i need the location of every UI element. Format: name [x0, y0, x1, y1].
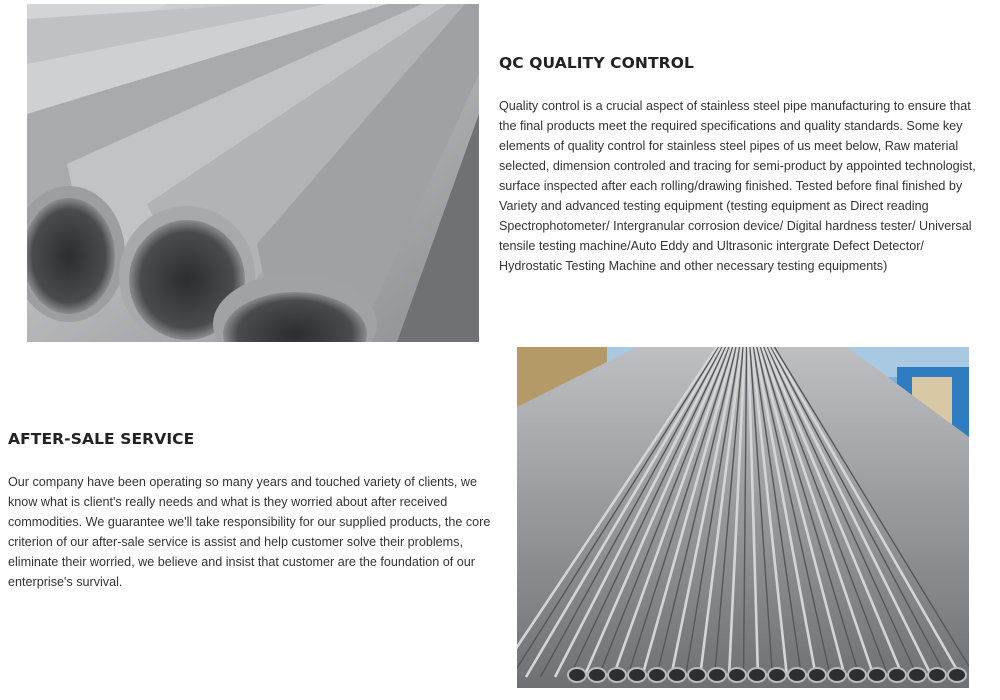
tube-end	[728, 668, 746, 682]
tube-end	[628, 668, 646, 682]
tube-end	[768, 668, 786, 682]
tube-end	[928, 668, 946, 682]
after-sale-service-text: Our company have been operating so many years and touched variety of clients, we know what is client's really needs and what is they worried about after received commodities. We guarantee we'll take responsibility for our supplied products, the core criterion of our after-sale service is assist and help customer solve their problems, eliminate their worried, we believe and insist that customer are the foundation of our enterprise's survival.	[8, 475, 491, 589]
tube-end	[908, 668, 926, 682]
large-pipes-illustration	[27, 4, 479, 342]
tube-end	[668, 668, 686, 682]
bundled-tubes-illustration	[517, 347, 969, 688]
qc-quality-control-text: Quality control is a crucial aspect of stainless steel pipe manufacturing to ensure that the final products meet the required specifications and quality standards. Some key elements of quality control for stainless steel pipes of us meet below, Raw material selected, dimension controled and tracing for semi-product by appointed technologist, surface inspected after each rolling/drawing finished. Tested before final finished by Variety and advanced testing equipment (testing equipment as Direct reading Spectrophotometer/ Intergranular corrosion device/ Digital hardness tester/ Universal tensile testing machine/Auto Eddy and Ultrasonic intergrate Defect Detector/ Hydrostatic Testing Machine and other necessary testing equipments)	[499, 99, 976, 273]
tube-end	[608, 668, 626, 682]
qc-quality-control-heading: QC QUALITY CONTROL	[499, 54, 694, 72]
tube-end	[588, 668, 606, 682]
tube-end	[808, 668, 826, 682]
tube-end	[888, 668, 906, 682]
large-pipes-photo	[27, 4, 479, 342]
bundled-tubes-photo	[517, 347, 969, 688]
tube-end	[868, 668, 886, 682]
tube-end	[828, 668, 846, 682]
tube-end	[748, 668, 766, 682]
tube-end	[708, 668, 726, 682]
tube-end	[788, 668, 806, 682]
tube-end	[568, 668, 586, 682]
after-sale-service-heading: AFTER-SALE SERVICE	[8, 430, 195, 448]
tube-end	[688, 668, 706, 682]
tube-end	[648, 668, 666, 682]
tube-end	[948, 668, 966, 682]
tube-end	[848, 668, 866, 682]
